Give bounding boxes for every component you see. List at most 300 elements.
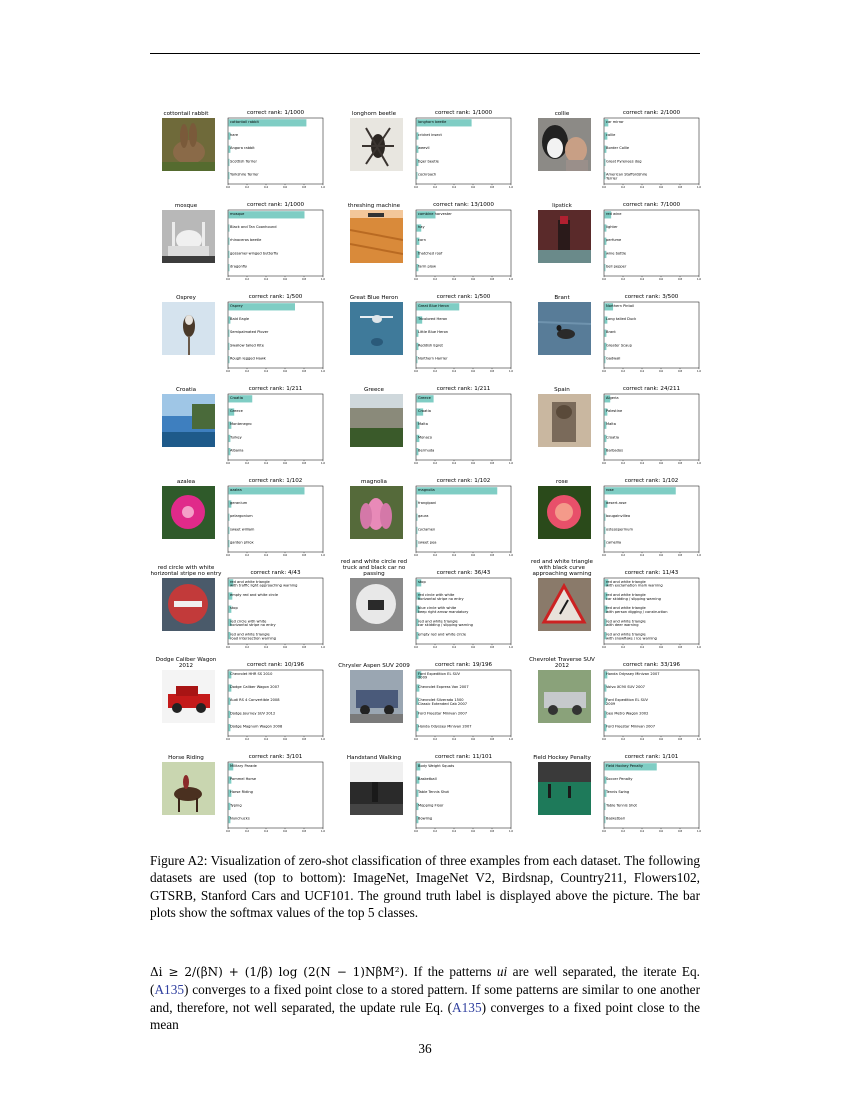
- class-label: Ford Expedition EL SUV: [418, 671, 460, 676]
- x-tick-label: 0.8: [677, 645, 683, 649]
- ground-truth-label: Great Blue Heron: [349, 295, 399, 301]
- x-tick-label: 0.6: [282, 461, 288, 465]
- correct-rank-title: correct rank: 10/196: [246, 662, 305, 668]
- class-label: Bowling: [418, 816, 433, 821]
- class-label: perfume: [606, 238, 622, 243]
- x-tick-label: 1.0: [696, 553, 702, 557]
- photo-thumbnail: [350, 486, 403, 539]
- class-label: longhorn beetle: [418, 119, 447, 124]
- example-panel: [150, 379, 330, 472]
- x-tick-label: 0.8: [677, 829, 683, 833]
- x-tick-label: 1.0: [320, 553, 326, 557]
- softmax-bar-chart: [601, 302, 702, 373]
- example-photo: [538, 302, 591, 355]
- class-label: Little Blue Heron: [418, 330, 449, 335]
- example-panel: [150, 655, 330, 748]
- photo-thumbnail: [162, 210, 215, 263]
- photo-shape: [162, 256, 215, 263]
- x-tick-label: 0.6: [470, 185, 476, 189]
- x-tick-label: 1.0: [508, 461, 514, 465]
- x-tick-label: 0.0: [225, 645, 231, 649]
- x-tick-label: 0.6: [470, 369, 476, 373]
- class-label: Tennis Swing: [606, 790, 630, 795]
- class-label: Honda Odyssey Minivan 2007: [418, 724, 472, 729]
- class-label: Pommel Horse: [230, 777, 257, 781]
- x-tick-label: 1.0: [320, 737, 326, 741]
- class-label: Chevrolet HHR SS 2010: [230, 671, 273, 676]
- photo-shape: [538, 250, 591, 263]
- x-tick-label: 0.6: [470, 645, 476, 649]
- class-label: 2009: [418, 675, 428, 680]
- ground-truth-label: red circle with white horizontal stripe no entry: [150, 565, 222, 577]
- body-text-2: are well separated, the iterate Eq. (: [150, 964, 700, 998]
- class-label: Basketball: [606, 816, 625, 821]
- class-label: Semipalmated Plover: [230, 330, 269, 335]
- x-tick-label: 0.4: [263, 553, 269, 557]
- correct-rank-title: correct rank: 4/43: [250, 570, 301, 576]
- x-tick-label: 0.0: [225, 369, 231, 373]
- ground-truth-label: Chevrolet Traverse SUV 2012: [529, 657, 595, 669]
- class-label: red and white triangle: [606, 606, 646, 611]
- photo-thumbnail: [162, 118, 215, 171]
- photo-shape: [380, 503, 392, 529]
- example-photo: [538, 578, 591, 631]
- photo-shape: [185, 315, 193, 325]
- class-label: Honda Odyssey Minivan 2007: [606, 671, 660, 676]
- x-tick-label: 0.0: [413, 185, 419, 189]
- equation-ref-1[interactable]: A135: [154, 982, 184, 998]
- x-tick-label: 0.2: [244, 829, 250, 833]
- class-label: Black and Tan Coonhound: [230, 225, 277, 229]
- class-label: Long tailed Duck: [606, 317, 637, 321]
- bar-chart-svg: [225, 578, 326, 649]
- ground-truth-label: Osprey: [176, 295, 196, 301]
- class-label: Table Tennis Shot: [606, 803, 637, 808]
- x-tick-label: 0.6: [658, 737, 664, 741]
- x-tick-label: 0.6: [658, 645, 664, 649]
- class-label: Algeria: [606, 395, 619, 400]
- x-tick-label: 1.0: [320, 185, 326, 189]
- x-tick-label: 0.4: [451, 185, 457, 189]
- class-label: Border Collie: [606, 146, 630, 151]
- correct-rank-title: correct rank: 1/102: [624, 478, 679, 484]
- x-tick-label: 0.0: [601, 553, 607, 557]
- class-label: car skidding / slipping warning: [606, 596, 661, 601]
- example-photo: [162, 762, 215, 815]
- class-label: road intersection warning: [230, 636, 277, 641]
- x-tick-label: 0.2: [432, 829, 438, 833]
- ground-truth-label: Handstand Walking: [346, 755, 402, 761]
- correct-rank-title: correct rank: 1/102: [248, 478, 303, 484]
- class-label: tiger beetle: [418, 159, 439, 164]
- x-tick-label: 0.4: [263, 645, 269, 649]
- photo-thumbnail: [162, 302, 215, 355]
- photo-thumbnail: [538, 210, 591, 263]
- x-tick-label: 0.8: [301, 829, 307, 833]
- class-label: Osprey: [230, 303, 243, 308]
- correct-rank-title: correct rank: 36/43: [436, 570, 491, 576]
- x-tick-label: 0.0: [225, 185, 231, 189]
- class-label: red and white triangle: [606, 632, 646, 637]
- class-label: Great Pyrenees dog: [606, 159, 642, 164]
- class-label: empty red and white circle: [230, 593, 279, 597]
- photo-thumbnail: [162, 578, 215, 631]
- example-panel: [338, 655, 518, 748]
- class-label: Mopping Floor: [418, 803, 444, 808]
- photo-shape: [162, 432, 215, 447]
- bar-chart-svg: [413, 302, 514, 373]
- softmax-bar-chart: [413, 302, 514, 373]
- class-label: Table Tennis Shot: [418, 790, 449, 795]
- correct-rank-title: correct rank: 1/500: [248, 294, 303, 300]
- bar-chart-svg: [225, 210, 326, 281]
- correct-rank-title: correct rank: 1/101: [624, 754, 679, 760]
- x-tick-label: 0.8: [489, 369, 495, 373]
- photo-shape: [174, 601, 202, 607]
- photo-shape: [196, 703, 206, 713]
- class-label: with traffic light approaching warning: [230, 583, 298, 588]
- photo-shape: [368, 213, 384, 217]
- x-tick-label: 0.4: [451, 737, 457, 741]
- class-label: stop: [418, 579, 426, 584]
- class-label: cricket insect: [418, 133, 442, 137]
- softmax-bar-chart: [601, 210, 702, 281]
- class-label: red and white triangle: [230, 632, 270, 637]
- photo-shape: [568, 786, 571, 798]
- softmax-bar-chart: [601, 578, 702, 649]
- x-tick-label: 1.0: [696, 829, 702, 833]
- class-label: Greece: [230, 409, 243, 413]
- photo-shape: [384, 705, 394, 715]
- class-label: Croatia: [418, 409, 431, 413]
- x-tick-label: 0.4: [639, 277, 645, 281]
- x-tick-label: 0.4: [451, 645, 457, 649]
- photo-shape: [350, 394, 403, 408]
- bar-chart-svg: [601, 118, 702, 189]
- class-label: Rough legged Hawk: [230, 356, 266, 361]
- class-label: corn: [418, 238, 426, 243]
- class-label: farm plow: [418, 264, 436, 269]
- x-tick-label: 0.8: [677, 553, 683, 557]
- x-tick-label: 0.0: [413, 461, 419, 465]
- bar-chart-svg: [413, 670, 514, 741]
- x-tick-label: 0.6: [658, 461, 664, 465]
- x-tick-label: 0.2: [620, 461, 626, 465]
- figure-row: [150, 559, 702, 656]
- class-label: red and white triangle: [606, 593, 646, 597]
- photo-shape: [371, 338, 383, 346]
- x-tick-label: 0.4: [639, 553, 645, 557]
- photo-shape: [360, 503, 372, 529]
- class-label: lighter: [606, 225, 618, 229]
- example-panel: [526, 559, 706, 656]
- class-label: red circle with white: [230, 619, 267, 624]
- x-tick-label: 0.2: [432, 185, 438, 189]
- correct-rank-title: correct rank: 11/43: [624, 570, 679, 576]
- class-label: Angora rabbit: [230, 146, 255, 151]
- photo-shape: [556, 405, 572, 419]
- ground-truth-label: Croatia: [175, 387, 197, 393]
- example-photo: [350, 486, 403, 539]
- x-tick-label: 1.0: [508, 737, 514, 741]
- class-label: sweet william: [230, 527, 255, 532]
- ground-truth-label: mosque: [174, 203, 198, 209]
- photo-shape: [548, 705, 558, 715]
- x-tick-label: 0.0: [601, 369, 607, 373]
- photo-shape: [350, 714, 403, 723]
- example-photo: [350, 394, 403, 447]
- x-tick-label: 0.2: [432, 369, 438, 373]
- photo-shape: [558, 220, 570, 254]
- class-label: Nunchucks: [230, 816, 250, 821]
- x-tick-label: 0.2: [244, 185, 250, 189]
- class-label: mosque: [230, 211, 245, 216]
- class-label: Dodge Caliber Wagon 2007: [230, 685, 280, 689]
- class-label: red and white triangle: [606, 579, 646, 584]
- photo-shape: [350, 428, 403, 447]
- x-tick-label: 0.4: [263, 737, 269, 741]
- x-tick-label: 0.6: [658, 277, 664, 281]
- x-tick-label: 0.4: [451, 277, 457, 281]
- x-tick-label: 0.8: [489, 185, 495, 189]
- class-label: Ford Freestar Minivan 2007: [418, 711, 467, 716]
- x-tick-label: 0.0: [225, 553, 231, 557]
- x-tick-label: 0.8: [489, 829, 495, 833]
- softmax-bar-chart: [413, 394, 514, 465]
- class-label: car mirror: [606, 119, 624, 124]
- photo-shape: [548, 784, 551, 798]
- x-tick-label: 1.0: [696, 645, 702, 649]
- x-tick-label: 0.8: [489, 737, 495, 741]
- bar-chart-svg: [413, 486, 514, 557]
- x-tick-label: 0.2: [620, 737, 626, 741]
- bar-chart-svg: [601, 578, 702, 649]
- class-label: Ford Expedition EL SUV: [606, 698, 648, 703]
- photo-shape: [538, 762, 591, 782]
- class-label: Malta: [418, 422, 428, 427]
- class-label: Croatia: [230, 395, 243, 400]
- photo-thumbnail: [162, 486, 215, 539]
- class-label: Malta: [606, 422, 616, 427]
- class-label: blue circle with white: [418, 606, 457, 611]
- figure-row: [150, 655, 700, 748]
- class-label: Albania: [230, 448, 244, 453]
- class-label: Tricolored Heron: [418, 317, 448, 321]
- page-number: 36: [418, 1041, 432, 1056]
- x-tick-label: 0.6: [282, 829, 288, 833]
- class-label: geranium: [230, 501, 248, 505]
- x-tick-label: 0.8: [301, 553, 307, 557]
- x-tick-label: 0.8: [677, 461, 683, 465]
- class-label: car skidding / slipping warning: [418, 623, 473, 628]
- ground-truth-label: magnolia: [361, 479, 387, 485]
- class-label: camellia: [606, 540, 622, 545]
- class-label: Barbados: [606, 448, 623, 453]
- example-panel: [526, 195, 706, 288]
- photo-shape: [182, 506, 194, 518]
- photo-thumbnail: [162, 394, 215, 447]
- correct-rank-title: correct rank: 1/1000: [246, 110, 305, 116]
- x-tick-label: 0.2: [432, 645, 438, 649]
- class-label: Montenegro: [230, 422, 252, 427]
- class-label: Swallow tailed Kite: [230, 343, 264, 348]
- x-tick-label: 0.0: [601, 461, 607, 465]
- figure-a2: [150, 103, 700, 838]
- bar-chart-svg: [601, 486, 702, 557]
- bar-chart-svg: [601, 210, 702, 281]
- x-tick-label: 0.8: [677, 185, 683, 189]
- class-label: Audi RS 4 Convertible 2008: [230, 698, 280, 703]
- example-panel: [526, 103, 706, 196]
- ground-truth-label: Dodge Caliber Wagon 2012: [155, 657, 217, 669]
- softmax-bar-chart: [225, 394, 326, 465]
- bar-chart-svg: [413, 210, 514, 281]
- softmax-bar-chart: [601, 762, 702, 833]
- x-tick-label: 0.6: [470, 277, 476, 281]
- softmax-bar-chart: [601, 486, 702, 557]
- ground-truth-label: Chrysler Aspen SUV 2009: [338, 663, 410, 669]
- bar-chart-svg: [413, 394, 514, 465]
- class-label: Bald Eagle: [230, 317, 250, 321]
- class-label: Yorkshire Terrier: [230, 172, 259, 177]
- class-label: garden phlox: [230, 540, 254, 545]
- class-label: Volvo XC90 SUV 2007: [606, 685, 645, 689]
- x-tick-label: 0.0: [601, 829, 607, 833]
- ground-truth-label: Spain: [554, 387, 570, 393]
- ground-truth-label: red and white triangle with black curve approaching warning: [531, 559, 593, 577]
- x-tick-label: 0.4: [263, 185, 269, 189]
- bar-chart-svg: [601, 670, 702, 741]
- class-label: dragonfly: [230, 264, 248, 269]
- class-label: Northern Harrier: [418, 356, 448, 361]
- body-text-4: ) converges to a fixed point close to the mean: [150, 999, 700, 1033]
- bar-chart-svg: [413, 578, 514, 649]
- x-tick-label: 1.0: [508, 369, 514, 373]
- x-tick-label: 0.4: [639, 369, 645, 373]
- class-label: Horse Riding: [230, 790, 253, 795]
- correct-rank-title: correct rank: 1/500: [436, 294, 491, 300]
- correct-rank-title: correct rank: 11/101: [434, 754, 493, 760]
- example-photo: [162, 210, 215, 263]
- x-tick-label: 0.8: [301, 737, 307, 741]
- x-tick-label: 1.0: [696, 277, 702, 281]
- photo-shape: [168, 246, 209, 256]
- ground-truth-label: Horse Riding: [168, 755, 204, 761]
- bar-chart-svg: [601, 762, 702, 833]
- photo-shape: [183, 775, 189, 789]
- x-tick-label: 0.4: [263, 277, 269, 281]
- x-tick-label: 0.4: [263, 369, 269, 373]
- ground-truth-label: cottontail rabbit: [163, 111, 209, 117]
- class-label: with deer warning: [606, 623, 639, 628]
- example-photo: [162, 118, 215, 171]
- example-panel: [526, 287, 706, 380]
- correct-rank-title: correct rank: 1/102: [436, 478, 491, 484]
- figure-row: [150, 195, 700, 288]
- softmax-bar-chart: [225, 486, 326, 557]
- x-tick-label: 0.2: [244, 645, 250, 649]
- bar-chart-svg: [225, 762, 326, 833]
- x-tick-label: 0.4: [639, 737, 645, 741]
- class-label: Typing: [230, 803, 242, 808]
- x-tick-label: 0.2: [620, 829, 626, 833]
- figure-caption: Figure A2: Visualization of zero-shot classification of three examples from each dataset. The following datasets are used (top to bottom): ImageNet, ImageNet V2, Birdsnap, Country211, Flowers102, GTSRB, Stanford Cars and UCF101. The ground truth label is displayed above the picture. The bar plots show the softmax values of the top 5 classes.: [150, 853, 700, 921]
- photo-shape: [560, 216, 568, 224]
- bar-chart-svg: [225, 394, 326, 465]
- photo-shape: [178, 798, 180, 812]
- x-tick-label: 1.0: [508, 645, 514, 649]
- figure-row: [150, 379, 700, 472]
- class-label: Military Parade: [230, 763, 257, 768]
- figure-row: [150, 103, 700, 196]
- class-label: hare: [230, 133, 239, 137]
- class-label: Great Blue Heron: [418, 303, 450, 308]
- class-label: Body Weight Squats: [418, 763, 455, 768]
- photo-shape: [555, 503, 573, 521]
- example-photo: [162, 486, 215, 539]
- x-tick-label: 0.6: [658, 829, 664, 833]
- photo-shape: [172, 703, 182, 713]
- example-photo: [350, 118, 403, 171]
- example-panel: [150, 103, 330, 196]
- class-label: sweet pea: [418, 540, 437, 545]
- figure-row: [150, 287, 700, 380]
- class-label: hay: [418, 225, 425, 229]
- photo-thumbnail: [538, 670, 591, 723]
- x-tick-label: 0.2: [244, 737, 250, 741]
- x-tick-label: 0.2: [244, 277, 250, 281]
- x-tick-label: 1.0: [508, 829, 514, 833]
- photo-shape: [350, 804, 403, 815]
- x-tick-label: 0.2: [620, 185, 626, 189]
- correct-rank-title: correct rank: 2/1000: [622, 110, 681, 116]
- photo-shape: [176, 686, 198, 696]
- example-panel: [338, 747, 518, 840]
- x-tick-label: 0.2: [620, 645, 626, 649]
- example-photo: [350, 762, 403, 815]
- correct-rank-title: correct rank: 3/101: [248, 754, 303, 760]
- photo-thumbnail: [538, 118, 591, 171]
- x-tick-label: 0.0: [413, 737, 419, 741]
- x-tick-label: 0.0: [601, 185, 607, 189]
- photo-thumbnail: [350, 210, 403, 263]
- class-label: Palestine: [606, 409, 623, 413]
- x-tick-label: 0.4: [451, 461, 457, 465]
- class-label: collie: [606, 133, 616, 137]
- softmax-bar-chart: [413, 210, 514, 281]
- photo-shape: [557, 325, 562, 331]
- x-tick-label: 0.4: [451, 553, 457, 557]
- x-tick-label: 0.8: [677, 369, 683, 373]
- class-label: Basketball: [418, 777, 437, 781]
- photo-thumbnail: [350, 762, 403, 815]
- class-label: Geo Metro Wagon 2002: [606, 711, 649, 716]
- x-tick-label: 0.2: [432, 553, 438, 557]
- class-label: Ford Freestar Minivan 2007: [606, 724, 655, 729]
- x-tick-label: 0.8: [301, 277, 307, 281]
- softmax-bar-chart: [601, 394, 702, 465]
- equation-ref-2[interactable]: A135: [452, 999, 482, 1015]
- class-label: pelargonium: [230, 514, 253, 519]
- x-tick-label: 0.6: [470, 553, 476, 557]
- x-tick-label: 1.0: [320, 369, 326, 373]
- example-photo: [538, 394, 591, 447]
- class-label: osteospermum: [606, 527, 633, 532]
- photo-shape: [188, 336, 190, 355]
- class-label: Dodge Magnum Wagon 2008: [230, 724, 283, 729]
- class-label: 2009: [606, 702, 616, 706]
- body-paragraph: [150, 963, 700, 1034]
